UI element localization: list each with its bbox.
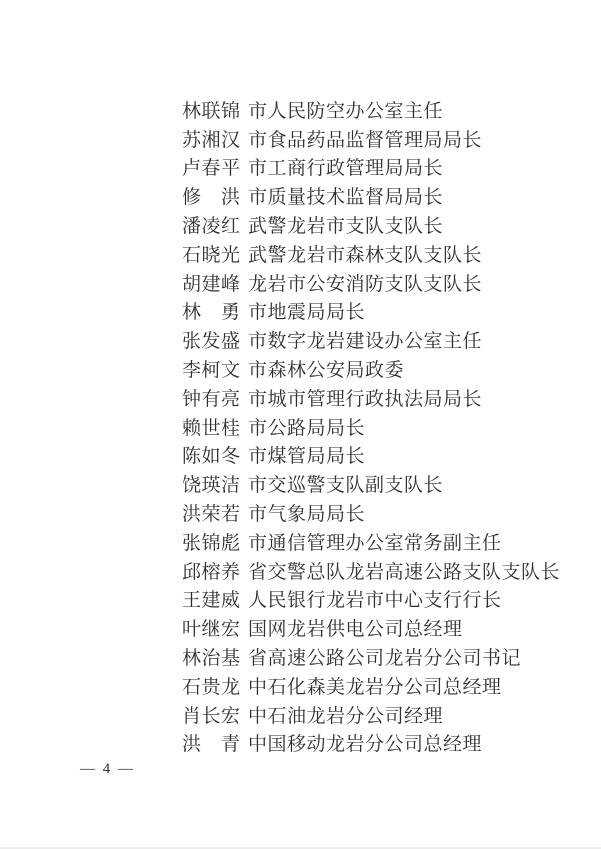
person-title: 市煤管局局长: [248, 446, 366, 468]
person-name: 胡建峰: [182, 273, 241, 295]
person-title: 市公路局局长: [248, 417, 366, 439]
roster-row: [182, 124, 560, 153]
roster-row: [182, 498, 560, 527]
person-title: 省高速公路公司龙岩分公司书记: [248, 648, 522, 670]
person-name: 叶继宏: [182, 619, 241, 641]
person-name: 陈如冬: [182, 446, 241, 468]
person-title: 省交警总队龙岩高速公路支队支队长: [248, 561, 561, 583]
roster-row: [182, 239, 560, 268]
roster-row: [182, 181, 560, 210]
person-name: 林联锦: [182, 100, 241, 122]
person-name: 张锦彪: [182, 532, 241, 554]
person-title: 市通信管理办公室常务副主任: [248, 532, 502, 554]
roster-row: [182, 585, 560, 614]
person-name: 洪 青: [182, 734, 241, 756]
person-name: 潘凌红: [182, 216, 241, 238]
person-name: 石晓光: [182, 244, 241, 266]
person-name: 石贵龙: [182, 676, 241, 698]
roster-row: [182, 268, 560, 297]
roster-row: [182, 613, 560, 642]
person-title: 武警龙岩市支队支队长: [248, 216, 444, 238]
person-title: 市城市管理行政执法局局长: [248, 388, 483, 410]
person-title: 市交巡警支队副支队长: [248, 475, 444, 497]
roster-row: [182, 527, 560, 556]
page-number: — 4 —: [80, 761, 135, 777]
roster-row: [182, 153, 560, 182]
person-name: 苏湘汉: [182, 129, 241, 151]
roster-row: [182, 412, 560, 441]
person-title: 市质量技术监督局局长: [248, 187, 444, 209]
roster-row: [182, 354, 560, 383]
person-title: 中石油龙岩分公司经理: [248, 705, 444, 727]
person-name: 饶瑛洁: [182, 475, 241, 497]
person-title: 国网龙岩供电公司总经理: [248, 619, 463, 641]
person-name: 肖长宏: [182, 705, 241, 727]
person-name: 王建威: [182, 590, 241, 612]
person-name: 赖世桂: [182, 417, 241, 439]
roster-row: [182, 325, 560, 354]
person-name: 钟有亮: [182, 388, 241, 410]
roster-row: [182, 469, 560, 498]
roster-row: [182, 729, 560, 758]
person-title: 市工商行政管理局局长: [248, 158, 444, 180]
person-title: 市数字龙岩建设办公室主任: [248, 331, 483, 353]
person-name: 邱榕养: [182, 561, 241, 583]
roster-row: [182, 210, 560, 239]
roster-row: [182, 642, 560, 671]
person-title: 人民银行龙岩市中心支行行长: [248, 590, 502, 612]
person-name: 洪荣若: [182, 504, 241, 526]
person-name: 卢春平: [182, 158, 241, 180]
person-title: 市气象局局长: [248, 504, 366, 526]
person-name: 林 勇: [182, 302, 241, 324]
person-name: 李柯文: [182, 360, 241, 382]
roster-row: [182, 383, 560, 412]
person-title: 市人民防空办公室主任: [248, 100, 444, 122]
roster-row: [182, 297, 560, 326]
roster-row: [182, 95, 560, 124]
roster-row: [182, 700, 560, 729]
person-name: 张发盛: [182, 331, 241, 353]
person-name: 林治基: [182, 648, 241, 670]
person-title: 龙岩市公安消防支队支队长: [248, 273, 483, 295]
person-name: 修 洪: [182, 187, 241, 209]
roster-row: [182, 556, 560, 585]
roster-row: [182, 441, 560, 470]
person-title: 中石化森美龙岩分公司总经理: [248, 676, 502, 698]
person-title: 市地震局局长: [248, 302, 366, 324]
roster-row: [182, 671, 560, 700]
person-title: 市森林公安局政委: [248, 360, 405, 382]
person-title: 武警龙岩市森林支队支队长: [248, 244, 483, 266]
person-title: 中国移动龙岩分公司总经理: [248, 734, 483, 756]
roster-list: [182, 95, 560, 757]
person-title: 市食品药品监督管理局局长: [248, 129, 483, 151]
